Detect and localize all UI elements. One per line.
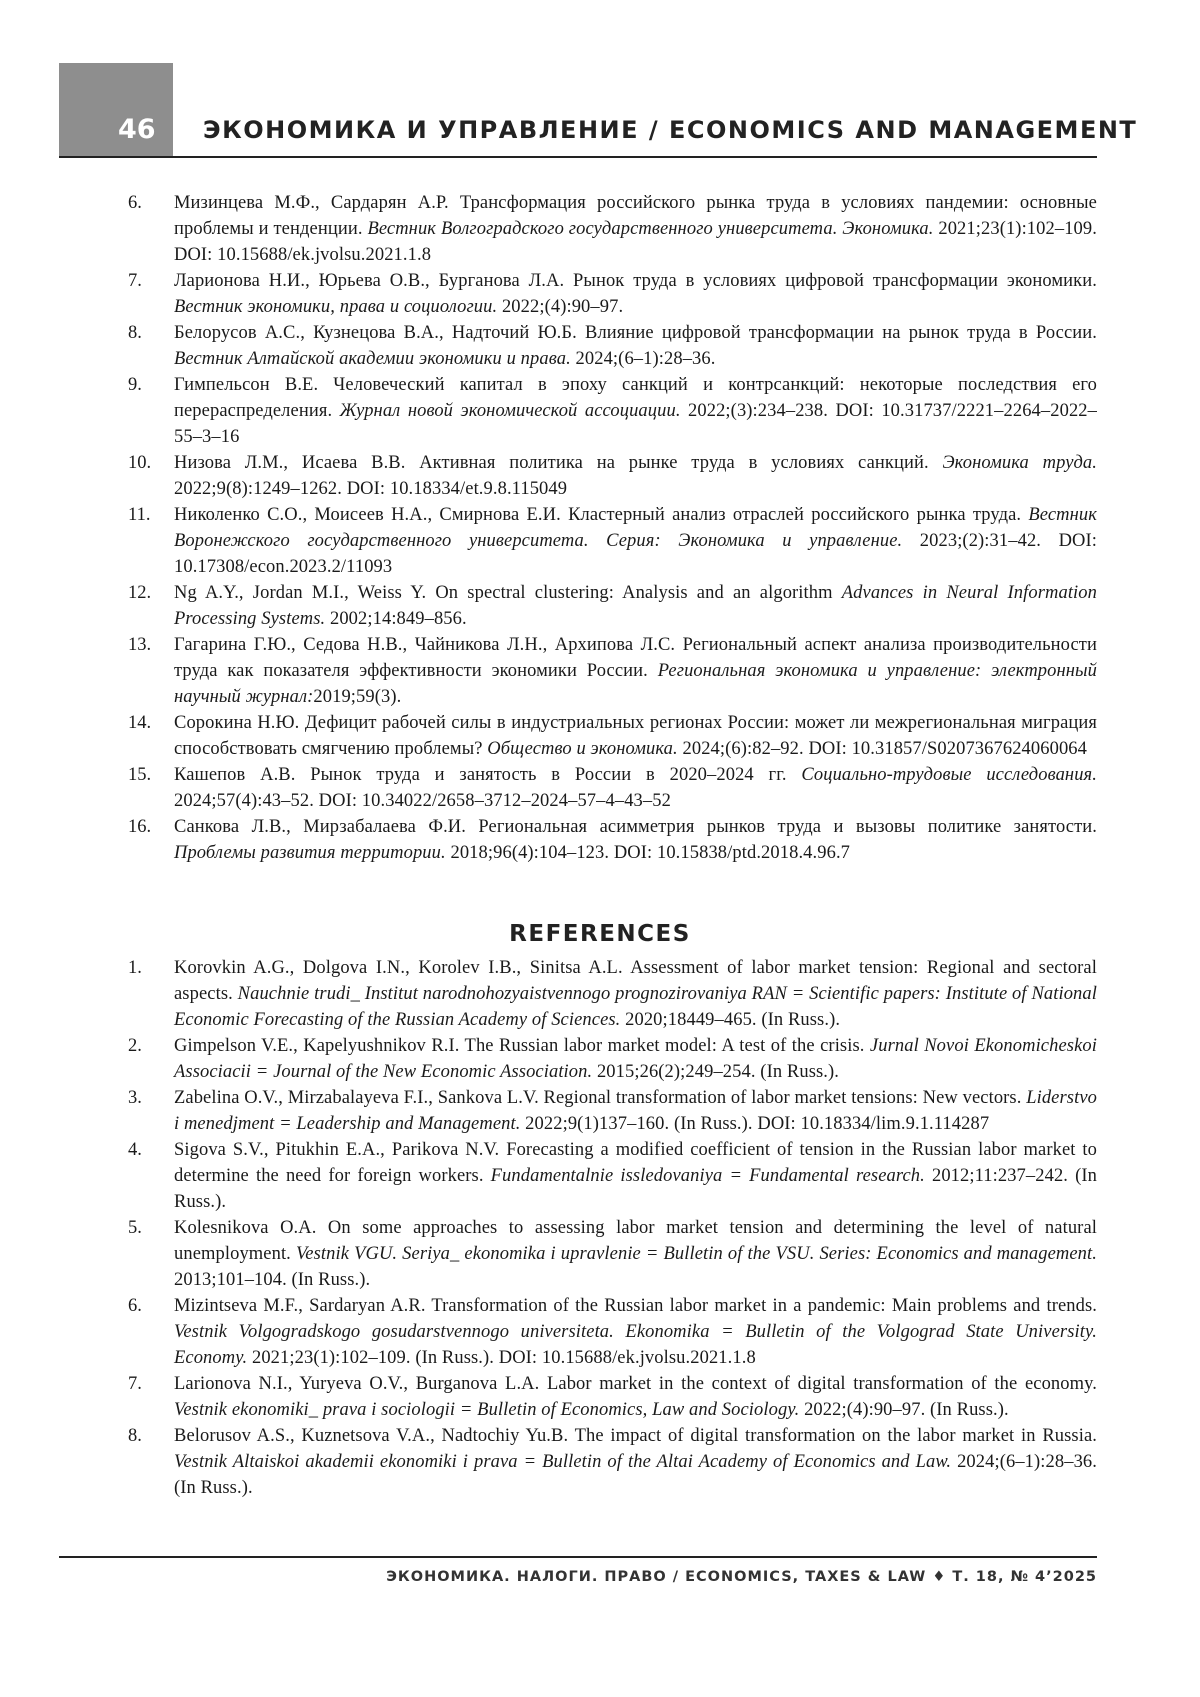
reference-item — [0, 710, 1200, 762]
page-number: 46 — [118, 114, 156, 145]
reference-item — [0, 320, 1200, 372]
reference-item — [0, 1293, 1200, 1371]
reference-number: 7. — [128, 271, 142, 291]
reference-text: Кашепов А.В. Рынок труда и занятость в России в 2020–2024 гг. Социально-трудовые исследования. 2024;57(4):43–52. DOI: 10.34022/2658–3712–2024–57–4–43–52 — [174, 765, 1097, 811]
reference-number: 9. — [128, 375, 142, 395]
reference-text: Низова Л.М., Исаева В.В. Активная политика на рынке труда в условиях санкций. Экономика труда. 2022;9(8):1249–1262. DOI: 10.18334/et.9.8.115049 — [174, 453, 1097, 499]
reference-number: 11. — [128, 505, 151, 525]
reference-number: 12. — [128, 583, 152, 603]
reference-item — [0, 268, 1200, 320]
reference-item — [0, 1371, 1200, 1423]
header-divider — [59, 156, 1097, 158]
reference-text: Мизинцева М.Ф., Сардарян А.Р. Трансформация российского рынка труда в условиях пандемии: основные проблемы и тенденции. Вестник Волгоградского государственного университета. Экономика. 2021;23(1):102–109. DOI: 10.15688/ek.jvolsu.2021.1.8 — [174, 193, 1097, 265]
reference-text: Санкова Л.В., Мирзабалаева Ф.И. Региональная асимметрия рынков труда и вызовы политике занятости. Проблемы развития территории. 2018;96(4):104–123. DOI: 10.15838/ptd.2018.4.96.7 — [174, 817, 1097, 863]
reference-text: Белорусов А.С., Кузнецова В.А., Надточий Ю.Б. Влияние цифровой трансформации на рынок труда в России. Вестник Алтайской академии экономики и права. 2024;(6–1):28–36. — [174, 323, 1097, 369]
english-reference-list — [0, 955, 1200, 1501]
reference-text: Гимпельсон В.Е. Человеческий капитал в эпоху санкций и контрсанкций: некоторые последствия его перераспределения. Журнал новой экономической ассоциации. 2022;(3):234–238. DOI: 10.31737/2221–2264–2022–55–3–16 — [174, 375, 1097, 447]
reference-item — [0, 955, 1200, 1033]
reference-number: 2. — [128, 1036, 142, 1056]
reference-item — [0, 1423, 1200, 1501]
reference-item — [0, 502, 1200, 580]
reference-text: Korovkin A.G., Dolgova I.N., Korolev I.B., Sinitsa A.L. Assessment of labor market tension: Regional and sectoral aspects. Nauchnie trudi_ Institut narodnohozyaistvennogo prognozirovaniya RAN = Scientific papers: Institute of National Economic Forecasting of the Russian Academy of Sciences. 2020;18449–465. (In Russ.). — [174, 958, 1098, 1030]
running-header-title: ЭКОНОМИКА И УПРАВЛЕНИЕ / ECONOMICS AND MANAGEMENT — [203, 116, 1138, 144]
reference-text: Larionova N.I., Yuryeva O.V., Burganova L.A. Labor market in the context of digital transformation of the economy. Vestnik ekonomiki_ prava i sociologii = Bulletin of Economics, Law and Sociology. 2022;(4):90–97. (In Russ.). — [174, 1374, 1097, 1420]
reference-text: Kolesnikova O.A. On some approaches to assessing labor market tension and determining the level of natural unemployment. Vestnik VGU. Seriya_ ekonomika i upravlenie = Bulletin of the VSU. Series: Economics and management. 2013;101–104. (In Russ.). — [174, 1218, 1097, 1290]
reference-text: Гагарина Г.Ю., Седова Н.В., Чайникова Л.Н., Архипова Л.С. Региональный аспект анализа производительности труда как показателя эффективности экономики России. Региональная экономика и управление: электронный научный журнал:2019;59(3). — [174, 635, 1098, 707]
reference-text: Belorusov A.S., Kuznetsova V.A., Nadtochiy Yu.B. The impact of digital transformation on the labor market in Russia. Vestnik Altaiskoi akademii ekonomiki i prava = Bulletin of the Altai Academy of Economics and Law. 2024;(6–1):28–36. (In Russ.). — [174, 1426, 1098, 1498]
reference-number: 6. — [128, 193, 142, 213]
reference-text: Gimpelson V.E., Kapelyushnikov R.I. The Russian labor market model: A test of the crisis. Jurnal Novoi Ekonomicheskoi Associacii = Journal of the New Economic Association. 2015;26(2);249–254. (In Russ.). — [174, 1036, 1097, 1082]
page-number-block — [59, 63, 173, 156]
reference-number: 13. — [128, 635, 152, 655]
reference-text: Ng A.Y., Jordan M.I., Weiss Y. On spectral clustering: Analysis and an algorithm Advances in Neural Information Processing Systems. 2002;14:849–856. — [174, 583, 1097, 629]
references-heading: REFERENCES — [509, 921, 691, 947]
reference-item — [0, 450, 1200, 502]
footer-divider — [59, 1556, 1097, 1558]
reference-text: Николенко С.О., Моисеев Н.А., Смирнова Е.И. Кластерный анализ отраслей российского рынка труда. Вестник Воронежского государственного университета. Серия: Экономика и управление. 2023;(2):31–42. DOI: 10.17308/econ.2023.2/11093 — [174, 505, 1097, 577]
reference-item — [0, 762, 1200, 814]
reference-number: 6. — [128, 1296, 142, 1316]
reference-item — [0, 190, 1200, 268]
reference-number: 10. — [128, 453, 152, 473]
reference-number: 3. — [128, 1088, 142, 1108]
journal-footer: ЭКОНОМИКА. НАЛОГИ. ПРАВО / ECONOMICS, TAXES & LAW ♦ Т. 18, № 4’2025 — [386, 1569, 1097, 1585]
reference-number: 8. — [128, 323, 142, 343]
reference-number: 8. — [128, 1426, 142, 1446]
reference-text: Mizintseva M.F., Sardaryan A.R. Transformation of the Russian labor market in a pandemic: Main problems and trends. Vestnik Volgogradskogo gosudarstvennogo universiteta. Ekonomika = Bulletin of the Volgograd State University. Economy. 2021;23(1):102–109. (In Russ.). DOI: 10.15688/ek.jvolsu.2021.1.8 — [174, 1296, 1097, 1368]
reference-item — [0, 1033, 1200, 1085]
reference-item — [0, 632, 1200, 710]
reference-number: 7. — [128, 1374, 142, 1394]
reference-item — [0, 1085, 1200, 1137]
russian-reference-list — [0, 190, 1200, 866]
reference-item — [0, 580, 1200, 632]
reference-text: Zabelina O.V., Mirzabalayeva F.I., Sankova L.V. Regional transformation of labor market tensions: New vectors. Liderstvo i menedjment = Leadership and Management. 2022;9(1)137–160. (In Russ.). DOI: 10.18334/lim.9.1.114287 — [174, 1088, 1097, 1134]
reference-number: 4. — [128, 1140, 142, 1160]
reference-number: 14. — [128, 713, 152, 733]
reference-number: 5. — [128, 1218, 142, 1238]
reference-number: 15. — [128, 765, 152, 785]
reference-item — [0, 1215, 1200, 1293]
reference-text: Ларионова Н.И., Юрьева О.В., Бурганова Л.А. Рынок труда в условиях цифровой трансформации экономики. Вестник экономики, права и социологии. 2022;(4):90–97. — [174, 271, 1097, 317]
reference-number: 1. — [128, 958, 142, 978]
reference-item — [0, 1137, 1200, 1215]
reference-text: Sigova S.V., Pitukhin E.A., Parikova N.V. Forecasting a modified coefficient of tension in the Russian labor market to determine the need for foreign workers. Fundamentalnie issledovaniya = Fundamental research. 2012;11:237–242. (In Russ.). — [174, 1140, 1097, 1212]
reference-text: Сорокина Н.Ю. Дефицит рабочей силы в индустриальных регионах России: может ли межрегиональная миграция способствовать смягчению проблемы? Общество и экономика. 2024;(6):82–92. DOI: 10.31857/S0207367624060064 — [174, 713, 1097, 759]
reference-item — [0, 372, 1200, 450]
reference-item — [0, 814, 1200, 866]
reference-number: 16. — [128, 817, 152, 837]
